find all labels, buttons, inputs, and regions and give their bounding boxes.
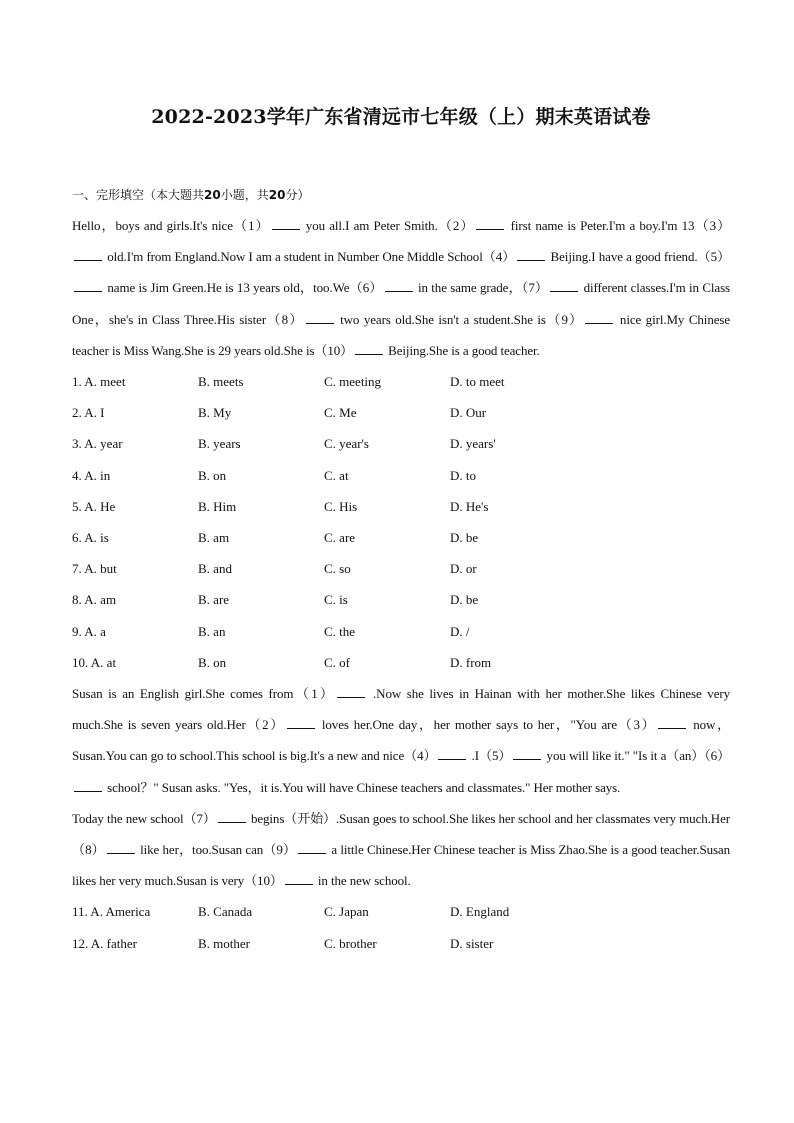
answer-blank[interactable]	[585, 312, 613, 324]
option-d[interactable]: D. be	[450, 592, 479, 608]
question-row	[72, 397, 730, 428]
option-d[interactable]: D. sister	[450, 935, 494, 951]
answer-blank[interactable]	[476, 218, 504, 230]
option-b[interactable]: B. My	[198, 405, 232, 421]
passage-1-segment: in the same grade，（7）	[414, 280, 549, 296]
passage-1-segment: two years old.She isn't a student.She is（9）	[335, 311, 584, 327]
option-c[interactable]: C. at	[324, 467, 349, 483]
option-a[interactable]: 4. A. in	[72, 467, 111, 483]
passage-1-segment: nice girl.My Chinese teacher is Miss Wang.She is 29 years old.She is（10）	[72, 311, 731, 358]
option-b[interactable]: B. are	[198, 592, 230, 608]
option-c[interactable]: C. are	[324, 530, 356, 546]
answer-blank[interactable]	[337, 686, 365, 698]
passage-2-segment: school？" Susan asks. "Yes，it is.You will have Chinese teachers and classmates." Her mother says.	[104, 779, 621, 795]
answer-blank[interactable]	[272, 218, 300, 230]
question-row	[72, 428, 730, 459]
option-a[interactable]: 6. A. is	[72, 530, 109, 546]
option-c[interactable]: C. is	[324, 592, 348, 608]
answer-blank[interactable]	[517, 249, 545, 261]
answer-blank[interactable]	[658, 717, 686, 729]
question-row	[72, 553, 730, 584]
option-c[interactable]: C. of	[324, 654, 350, 670]
option-d[interactable]: D. He's	[450, 498, 489, 514]
option-a[interactable]: 2. A. I	[72, 405, 105, 421]
passage-2-segment: you will like it." "Is it a（an）（6）	[543, 748, 731, 764]
passage-1-segment: different classes.I'm in Class One，she's in Class Three.His sister（8）	[72, 280, 731, 327]
answer-blank[interactable]	[298, 842, 326, 854]
passage-1	[72, 210, 730, 366]
option-a[interactable]: 1. A. meet	[72, 374, 126, 390]
section-question-count: 20	[204, 188, 221, 202]
passage-1-segment: name is Jim Green.He is 13 years old，too.We（6）	[104, 280, 383, 296]
passage-2-segment: loves her.One day，her mother says to her，"You are（3）	[316, 717, 657, 733]
option-b[interactable]: B. and	[198, 561, 232, 577]
option-c[interactable]: C. meeting	[324, 374, 382, 390]
option-c[interactable]: C. so	[324, 561, 351, 577]
answer-blank[interactable]	[306, 312, 334, 324]
passage-3-segment: like her，too.Susan can（9）	[136, 842, 297, 858]
option-a[interactable]: 7. A. but	[72, 561, 117, 577]
passage-1-segment: Beijing.She is a good teacher.	[385, 342, 540, 358]
answer-blank[interactable]	[287, 717, 315, 729]
option-d[interactable]: D. from	[450, 654, 492, 670]
option-d[interactable]: D. Our	[450, 405, 487, 421]
option-b[interactable]: B. an	[198, 623, 226, 639]
option-a[interactable]: 5. A. He	[72, 498, 116, 514]
section-end: 分）	[285, 188, 310, 202]
option-a[interactable]: 11. A. America	[72, 904, 151, 920]
question-row	[72, 460, 730, 491]
answer-blank[interactable]	[513, 748, 541, 760]
passage-3-segment: Today the new school（7）	[72, 810, 216, 826]
answer-blank[interactable]	[355, 343, 383, 355]
option-c[interactable]: C. brother	[324, 935, 377, 951]
answer-blank[interactable]	[74, 280, 102, 292]
option-c[interactable]: C. the	[324, 623, 356, 639]
question-row	[72, 522, 730, 553]
answer-blank[interactable]	[550, 280, 578, 292]
option-b[interactable]: B. Canada	[198, 904, 253, 920]
passage-2-segment: .I（5）	[468, 748, 512, 764]
question-row	[72, 366, 730, 397]
passage-3	[72, 803, 730, 897]
answer-blank[interactable]	[285, 873, 313, 885]
answer-blank[interactable]	[218, 811, 246, 823]
passage-1-segment: Hello，boys and girls.It's nice（1）	[72, 218, 270, 233]
option-d[interactable]: D. /	[450, 623, 470, 639]
question-row	[72, 928, 730, 959]
passage-2-segment: now，Susan.You can go to school.This school is big.It's a new and nice（4）	[72, 717, 730, 764]
section-label: 一、完形填空（本大题共	[72, 188, 205, 202]
question-row	[72, 584, 730, 615]
passage-1-segment: Beijing.I have a good friend.（5）	[547, 249, 731, 265]
question-row	[72, 491, 730, 522]
option-d[interactable]: D. or	[450, 561, 477, 577]
option-d[interactable]: D. years'	[450, 436, 496, 452]
option-d[interactable]: D. to meet	[450, 374, 505, 390]
option-b[interactable]: B. on	[198, 654, 227, 670]
option-a[interactable]: 3. A. year	[72, 436, 123, 452]
option-a[interactable]: 9. A. a	[72, 623, 106, 639]
passage-1-segment: you all.I am Peter Smith.（2）	[301, 218, 475, 233]
option-c[interactable]: C. Japan	[324, 904, 369, 920]
question-row	[72, 616, 730, 647]
question-row	[72, 896, 730, 927]
exam-title: 2022-2023学年广东省清远市七年级（上）期末英语试卷	[151, 106, 651, 128]
option-a[interactable]: 12. A. father	[72, 935, 137, 951]
option-b[interactable]: B. years	[198, 436, 241, 452]
option-d[interactable]: D. to	[450, 467, 476, 483]
passage-1-segment: first name is Peter.I'm a boy.I'm 13（3）	[506, 218, 730, 233]
answer-blank[interactable]	[438, 748, 466, 760]
answer-blank[interactable]	[107, 842, 135, 854]
question-row	[72, 647, 730, 678]
passage-2	[72, 678, 730, 803]
passage-2-segment: Susan is an English girl.She comes from（1）	[72, 686, 336, 702]
option-c[interactable]: C. His	[324, 498, 358, 514]
option-b[interactable]: B. on	[198, 467, 227, 483]
answer-blank[interactable]	[74, 780, 102, 792]
section-points: 20	[268, 188, 286, 202]
option-a[interactable]: 8. A. am	[72, 592, 117, 608]
passage-3-segment: begins（开始）.Susan goes to school.She likes her school and her classmates very much.Her（8）	[72, 810, 730, 858]
option-c[interactable]: C. year's	[324, 436, 369, 452]
answer-blank[interactable]	[385, 280, 413, 292]
option-d[interactable]: D. England	[450, 904, 510, 920]
option-c[interactable]: C. Me	[324, 405, 357, 421]
section-mid: 小题，共	[220, 188, 269, 202]
section-heading	[72, 186, 730, 204]
option-b[interactable]: B. mother	[198, 935, 250, 951]
option-b[interactable]: B. am	[198, 530, 230, 546]
option-a[interactable]: 10. A. at	[72, 654, 117, 670]
option-d[interactable]: D. be	[450, 530, 479, 546]
passage-3-segment: in the new school.	[314, 873, 411, 889]
passage-3-segment: a little Chinese.Her Chinese teacher is Miss Zhao.She is a good teacher.Susan likes her very much.Susan is very（10）	[72, 842, 730, 889]
passage-1-segment: old.I'm from England.Now I am a student in Number One Middle School（4）	[104, 249, 516, 265]
question-list-1	[72, 366, 730, 678]
option-b[interactable]: B. meets	[198, 374, 244, 390]
option-b[interactable]: B. Him	[198, 498, 237, 514]
passage-2-segment: .Now she lives in Hainan with her mother.She likes Chinese very much.She is seven years old.Her（2）	[72, 686, 730, 733]
answer-blank[interactable]	[74, 249, 102, 261]
question-list-2	[72, 896, 730, 958]
